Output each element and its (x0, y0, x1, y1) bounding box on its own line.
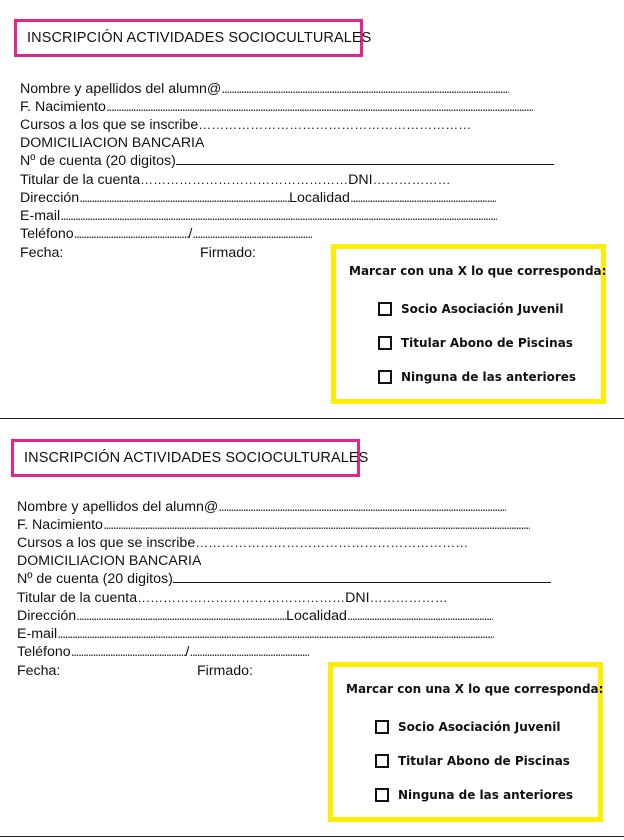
checkbox-panel-title: Marcar con una X lo que corresponda: (349, 264, 607, 278)
date-sign-line[interactable] (20, 244, 320, 262)
phone-separator: / (185, 644, 190, 660)
checkbox-icon[interactable] (375, 754, 389, 768)
account-label: Nº de cuenta (20 digitos) (20, 153, 176, 169)
option-ninguna-label: Ninguna de las anteriores (401, 370, 577, 384)
option-abono-label: Titular Abono de Piscinas (398, 754, 570, 768)
email-label: E-mail (20, 208, 61, 224)
dni-label: DNI (348, 172, 373, 188)
courses-field-line[interactable]: Cursos a los que se inscribe……………………………………………………… (17, 535, 469, 551)
birthdate-label: F. Nacimiento (20, 99, 106, 115)
date-label: Fecha: (17, 663, 61, 679)
birthdate-label: F. Nacimiento (17, 517, 103, 533)
date-label: Fecha: (20, 245, 64, 261)
phone-field-line[interactable]: Teléfono.............................................../................................................. (17, 644, 310, 660)
courses-label: Cursos a los que se inscribe (20, 117, 199, 133)
birthdate-field-line[interactable]: F. Nacimiento............................................................................................................................................................................... (17, 517, 531, 533)
bank-heading-line (17, 552, 201, 570)
name-label: Nombre y apellidos del alumn@ (17, 499, 219, 515)
holder-label: Titular de la cuenta (17, 590, 138, 606)
account-field-line[interactable] (17, 570, 551, 588)
checkbox-icon[interactable] (375, 720, 389, 734)
holder-field-line[interactable]: Titular de la cuenta…………………………………………DNI……………… (17, 590, 448, 606)
option-socio-label: Socio Asociación Juvenil (398, 720, 561, 734)
registration-form-1 (0, 0, 624, 418)
email-field-line[interactable]: E-mail................................................................................................................................................................................... (17, 626, 495, 642)
registration-form-2 (0, 418, 624, 836)
checkbox-icon[interactable] (378, 336, 392, 350)
email-label: E-mail (17, 626, 58, 642)
address-field-line[interactable]: Dirección......................................................................................Localidad............................................................ (17, 608, 494, 624)
membership-checkbox-panel (328, 662, 603, 822)
bank-heading-line (20, 134, 204, 152)
option-socio-label: Socio Asociación Juvenil (401, 302, 564, 316)
birthdate-field-line[interactable]: F. Nacimiento............................................................................................................................................................................... (20, 99, 534, 115)
option-ninguna[interactable] (378, 369, 576, 385)
account-label: Nº de cuenta (20 digitos) (17, 571, 173, 587)
holder-label: Titular de la cuenta (20, 172, 141, 188)
phone-label: Teléfono (17, 644, 71, 660)
option-abono[interactable] (378, 335, 573, 351)
courses-field-line[interactable]: Cursos a los que se inscribe……………………………………………………… (20, 117, 472, 133)
name-label: Nombre y apellidos del alumn@ (20, 81, 222, 97)
locality-label: Localidad (286, 608, 347, 624)
option-abono[interactable] (375, 753, 570, 769)
holder-field-line[interactable]: Titular de la cuenta…………………………………………DNI……………… (20, 172, 451, 188)
option-ninguna[interactable] (375, 787, 573, 803)
checkbox-icon[interactable] (378, 302, 392, 316)
checkbox-icon[interactable] (378, 370, 392, 384)
phone-separator: / (188, 226, 193, 242)
option-abono-label: Titular Abono de Piscinas (401, 336, 573, 350)
option-socio[interactable] (375, 719, 560, 735)
address-label: Dirección (17, 608, 77, 624)
signed-label: Firmado: (200, 245, 256, 261)
phone-label: Teléfono (20, 226, 74, 242)
membership-checkbox-panel (331, 244, 606, 404)
account-field-line[interactable] (20, 152, 554, 170)
bank-heading: DOMICILIACION BANCARIA (20, 135, 205, 151)
phone-field-line[interactable]: Teléfono.............................................../................................................. (20, 226, 313, 242)
form-title: INSCRIPCIÓN ACTIVIDADES SOCIOCULTURALES (11, 439, 360, 477)
form-title: INSCRIPCIÓN ACTIVIDADES SOCIOCULTURALES (14, 19, 363, 57)
locality-label: Localidad (289, 190, 350, 206)
option-socio[interactable] (378, 301, 563, 317)
address-field-line[interactable]: Dirección......................................................................................Localidad............................................................ (20, 190, 497, 206)
name-field-line[interactable]: Nombre y apellidos del alumn@...................................................................................................................... (20, 81, 510, 97)
name-field-line[interactable]: Nombre y apellidos del alumn@...................................................................................................................... (17, 499, 507, 515)
email-field-line[interactable]: E-mail................................................................................................................................................................................... (20, 208, 498, 224)
signed-label: Firmado: (197, 663, 253, 679)
address-label: Dirección (20, 190, 80, 206)
checkbox-icon[interactable] (375, 788, 389, 802)
courses-label: Cursos a los que se inscribe (17, 535, 196, 551)
checkbox-panel-title: Marcar con una X lo que corresponda: (346, 682, 604, 696)
dni-label: DNI (345, 590, 370, 606)
option-ninguna-label: Ninguna de las anteriores (398, 788, 574, 802)
bank-heading: DOMICILIACION BANCARIA (17, 553, 202, 569)
date-sign-line[interactable] (17, 662, 317, 680)
bottom-rule (0, 836, 624, 837)
